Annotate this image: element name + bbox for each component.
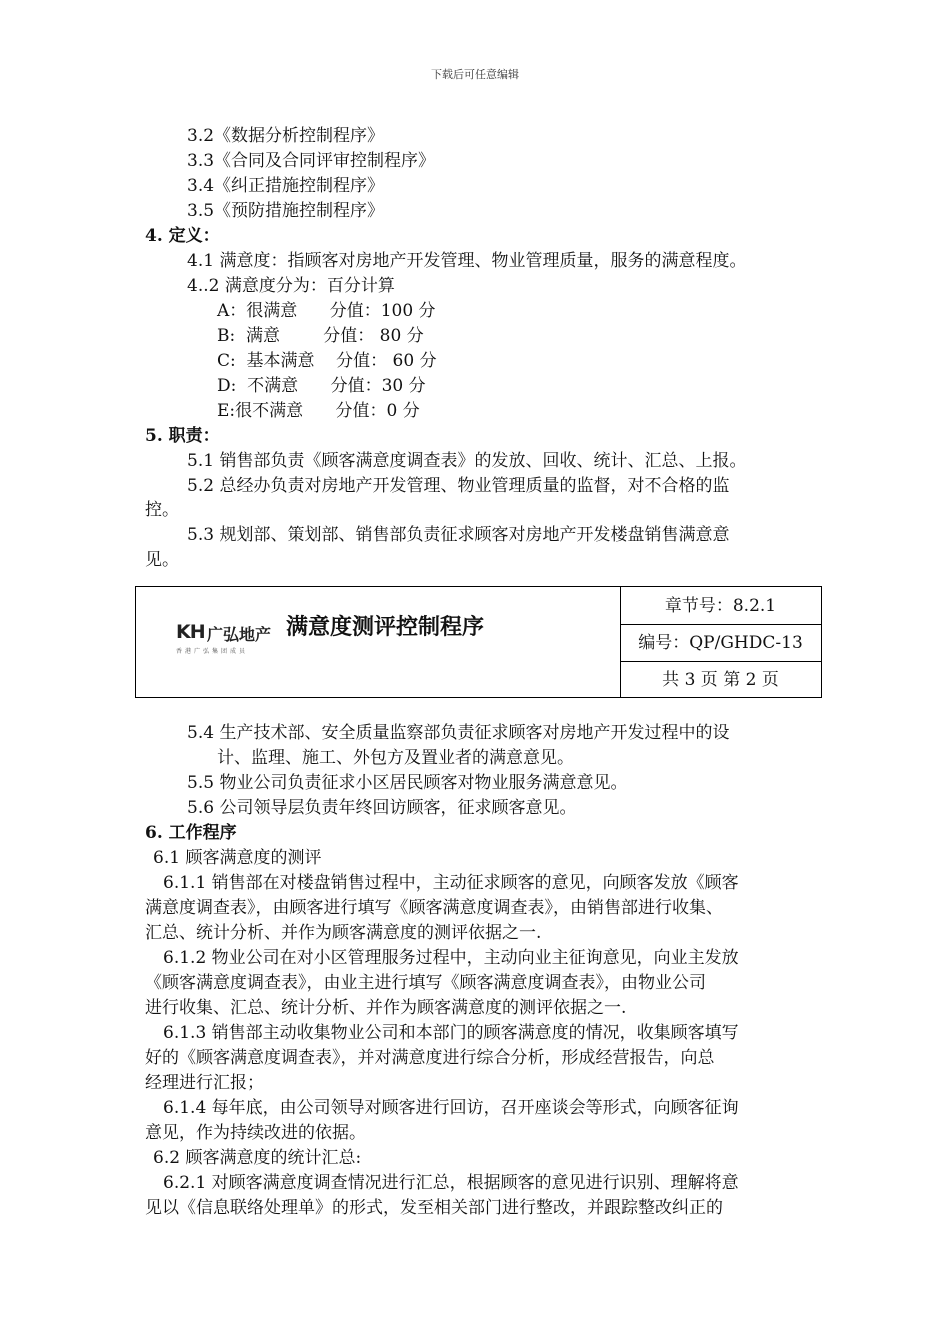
definition-line: 4.1 满意度：指顾客对房地产开发管理、物业管理质量，服务的满意程度。 bbox=[187, 251, 747, 271]
procedure-line: 满意度调查表》，由顾客进行填写《顾客满意度调查表》，由销售部进行收集、 bbox=[145, 898, 723, 918]
procedure-line: 经理进行汇报； bbox=[145, 1073, 264, 1093]
duty-line: 5.5 物业公司负责征求小区居民顾客对物业服务满意意见。 bbox=[187, 773, 628, 793]
section-4-heading: 4. 定义： bbox=[145, 226, 220, 246]
logo-text: 广弘地产 bbox=[207, 625, 272, 644]
duty-line: 5.2 总经办负责对房地产开发管理、物业管理质量的监督，对不合格的监 bbox=[187, 476, 730, 496]
document-code: 编号：QP/GHDC-13 bbox=[620, 625, 821, 662]
procedure-line: 好的《顾客满意度调查表》，并对满意度进行综合分析，形成经营报告，向总 bbox=[145, 1048, 715, 1068]
logo-subtitle: 香港广弘集团成员 bbox=[176, 648, 249, 655]
document-info-table bbox=[135, 586, 822, 698]
section-5-heading: 5. 职责： bbox=[145, 426, 220, 446]
duty-line: 5.3 规划部、策划部、销售部负责征求顾客对房地产开发楼盘销售满意意 bbox=[187, 525, 730, 545]
page-header: 下载后可任意编辑 bbox=[431, 68, 519, 81]
procedure-line: 6.1.2 物业公司在对小区管理服务过程中，主动向业主征询意见，向业主发放 bbox=[163, 948, 739, 968]
subsection-heading: 6.2 顾客满意度的统计汇总: bbox=[153, 1148, 362, 1168]
reference-line: 3.4《纠正措施控制程序》 bbox=[187, 176, 385, 196]
reference-line: 3.3《合同及合同评审控制程序》 bbox=[187, 151, 436, 171]
document-title: 满意度测评控制程序 bbox=[286, 615, 485, 640]
reference-line: 3.2《数据分析控制程序》 bbox=[187, 126, 385, 146]
page-count: 共 3 页 第 2 页 bbox=[662, 670, 779, 690]
level-line: B: 满意 分值： 80 分 bbox=[217, 326, 424, 346]
duty-line: 5.1 销售部负责《顾客满意度调查表》的发放、回收、统计、汇总、上报。 bbox=[187, 451, 747, 471]
procedure-line: 《顾客满意度调查表》，由业主进行填写《顾客满意度调查表》，由物业公司 bbox=[145, 973, 706, 993]
duty-line: 计、监理、施工、外包方及置业者的满意意见。 bbox=[217, 748, 574, 768]
level-line: E:很不满意 分值：0 分 bbox=[217, 401, 420, 421]
duty-line: 见。 bbox=[145, 550, 179, 570]
reference-line: 3.5《预防措施控制程序》 bbox=[187, 201, 385, 221]
procedure-line: 6.1.4 每年底，由公司领导对顾客进行回访，召开座谈会等形式，向顾客征询 bbox=[163, 1098, 739, 1118]
procedure-line: 汇总、统计分析、并作为顾客满意度的测评依据之一. bbox=[145, 923, 542, 943]
level-line: D: 不满意 分值：30 分 bbox=[217, 376, 426, 396]
procedure-line: 见以《信息联络处理单》的形式，发至相关部门进行整改，并跟踪整改纠正的 bbox=[145, 1198, 723, 1218]
title-cell bbox=[136, 587, 621, 697]
duty-line: 5.4 生产技术部、安全质量监察部负责征求顾客对房地产开发过程中的设 bbox=[187, 723, 730, 743]
level-line: A：很满意 分值：100 分 bbox=[217, 301, 436, 321]
level-line: C: 基本满意 分值： 60 分 bbox=[217, 351, 437, 371]
section-6-heading: 6. 工作程序 bbox=[145, 823, 237, 843]
duty-line: 控。 bbox=[145, 500, 179, 520]
procedure-line: 意见，作为持续改进的依据。 bbox=[145, 1123, 366, 1143]
procedure-line: 进行收集、汇总、统计分析、并作为顾客满意度的测评依据之一. bbox=[145, 998, 627, 1018]
subsection-heading: 6.1 顾客满意度的测评 bbox=[153, 848, 322, 868]
procedure-line: 6.1.3 销售部主动收集物业公司和本部门的顾客满意度的情况，收集顾客填写 bbox=[163, 1023, 739, 1043]
procedure-line: 6.1.1 销售部在对楼盘销售过程中，主动征求顾客的意见，向顾客发放《顾客 bbox=[163, 873, 739, 893]
chapter-number: 章节号：8.2.1 bbox=[620, 588, 821, 625]
duty-line: 5.6 公司领导层负责年终回访顾客，征求顾客意见。 bbox=[187, 798, 577, 818]
company-logo bbox=[176, 619, 296, 655]
definition-line: 4..2 满意度分为：百分计算 bbox=[187, 276, 395, 296]
procedure-line: 6.2.1 对顾客满意度调查情况进行汇总，根据顾客的意见进行识别、理解将意 bbox=[163, 1173, 739, 1193]
meta-column bbox=[620, 587, 821, 697]
logo-mark: KH bbox=[176, 621, 205, 643]
